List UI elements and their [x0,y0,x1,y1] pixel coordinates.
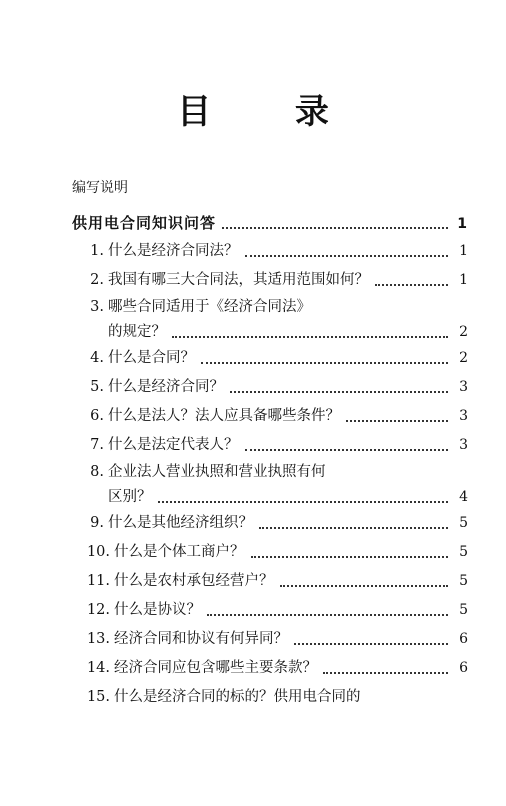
dot-leader [207,613,448,616]
entry-text: 什么是经济合同法？ [108,243,239,259]
dot-leader [245,254,449,257]
entry-number: 11. [86,573,110,589]
entry-text: 我国有哪三大合同法，其适用范围如何？ [108,272,369,288]
entry-text: 什么是合同？ [108,350,195,366]
entry-text-continued: 区别？ [108,489,152,505]
toc-entry[interactable] [72,683,468,712]
toc-entry[interactable] [72,460,468,509]
page-number: 3 [459,437,468,453]
entry-text: 哪些合同适用于《经济合同法》 [108,299,311,315]
page-number: 2 [459,324,468,340]
toc-entry-preface[interactable]: 编写说明 [72,180,128,196]
page-number: 1 [459,272,468,288]
entry-number: 12. [86,602,110,618]
toc-entry[interactable] [72,402,468,431]
entry-number: 9. [90,515,104,531]
dot-leader [245,448,449,451]
dot-leader [280,584,449,587]
page-number: 5 [459,515,468,531]
dot-leader [294,642,448,645]
page-number: 5 [459,544,468,560]
toc-entry[interactable] [72,373,468,402]
toc-entry[interactable] [72,596,468,625]
entry-text: 什么是个体工商户？ [114,544,245,560]
entry-text: 经济合同和协议有何异同？ [114,631,288,647]
dot-leader [375,283,448,286]
dot-leader [259,526,448,529]
entry-number: 7. [90,437,104,453]
toc-entry[interactable] [72,509,468,538]
dot-leader [201,361,448,364]
entry-number: 10. [86,544,110,560]
entry-number: 2. [90,272,104,288]
toc-entry[interactable] [72,237,468,266]
table-of-contents [72,211,468,712]
entry-text: 什么是经济合同的标的？供用电合同的 [114,689,361,705]
page-number: 5 [459,602,468,618]
toc-entry[interactable] [72,567,468,596]
toc-entry[interactable] [72,266,468,295]
page-number: 6 [459,631,468,647]
page-number: 4 [459,489,468,505]
toc-section[interactable] [72,211,468,235]
entry-number: 1. [90,243,104,259]
toc-entry[interactable] [72,431,468,460]
toc-entry[interactable] [72,654,468,683]
entry-text-continued: 的规定？ [108,324,166,340]
entry-number: 4. [90,350,104,366]
dot-leader [222,226,448,229]
dot-leader [172,335,448,338]
page-number: 5 [459,573,468,589]
page-number: 1 [459,243,468,259]
entry-number: 14. [86,660,110,676]
section-label: 供用电合同知识问答 [72,214,217,232]
page-number: 3 [459,379,468,395]
entry-text: 什么是其他经济组织？ [108,515,253,531]
entry-text: 经济合同应包含哪些主要条款？ [114,660,317,676]
dot-leader [323,671,448,674]
entry-text: 企业法人营业执照和营业执照有何 [108,464,326,480]
entry-number: 15. [86,689,110,705]
dot-leader [158,500,449,503]
entry-text: 什么是经济合同？ [108,379,224,395]
toc-entry[interactable] [72,344,468,373]
entry-number: 13. [86,631,110,647]
dot-leader [251,555,449,558]
page-number: 2 [459,350,468,366]
page-number: 6 [459,660,468,676]
page-title: 目 录 [177,92,365,132]
page-number: 3 [459,408,468,424]
entry-text: 什么是协议？ [114,602,201,618]
entry-text: 什么是法定代表人？ [108,437,239,453]
entry-number: 3. [90,299,104,315]
entry-text: 什么是农村承包经营户？ [114,573,274,589]
dot-leader [230,390,448,393]
toc-entry[interactable] [72,538,468,567]
entry-number: 5. [90,379,104,395]
toc-entry[interactable] [72,625,468,654]
dot-leader [346,419,448,422]
entry-number: 8. [90,464,104,480]
toc-entry[interactable] [72,295,468,344]
page-number: 1 [457,216,468,232]
entry-number: 6. [90,408,104,424]
entry-text: 什么是法人？法人应具备哪些条件？ [108,408,340,424]
